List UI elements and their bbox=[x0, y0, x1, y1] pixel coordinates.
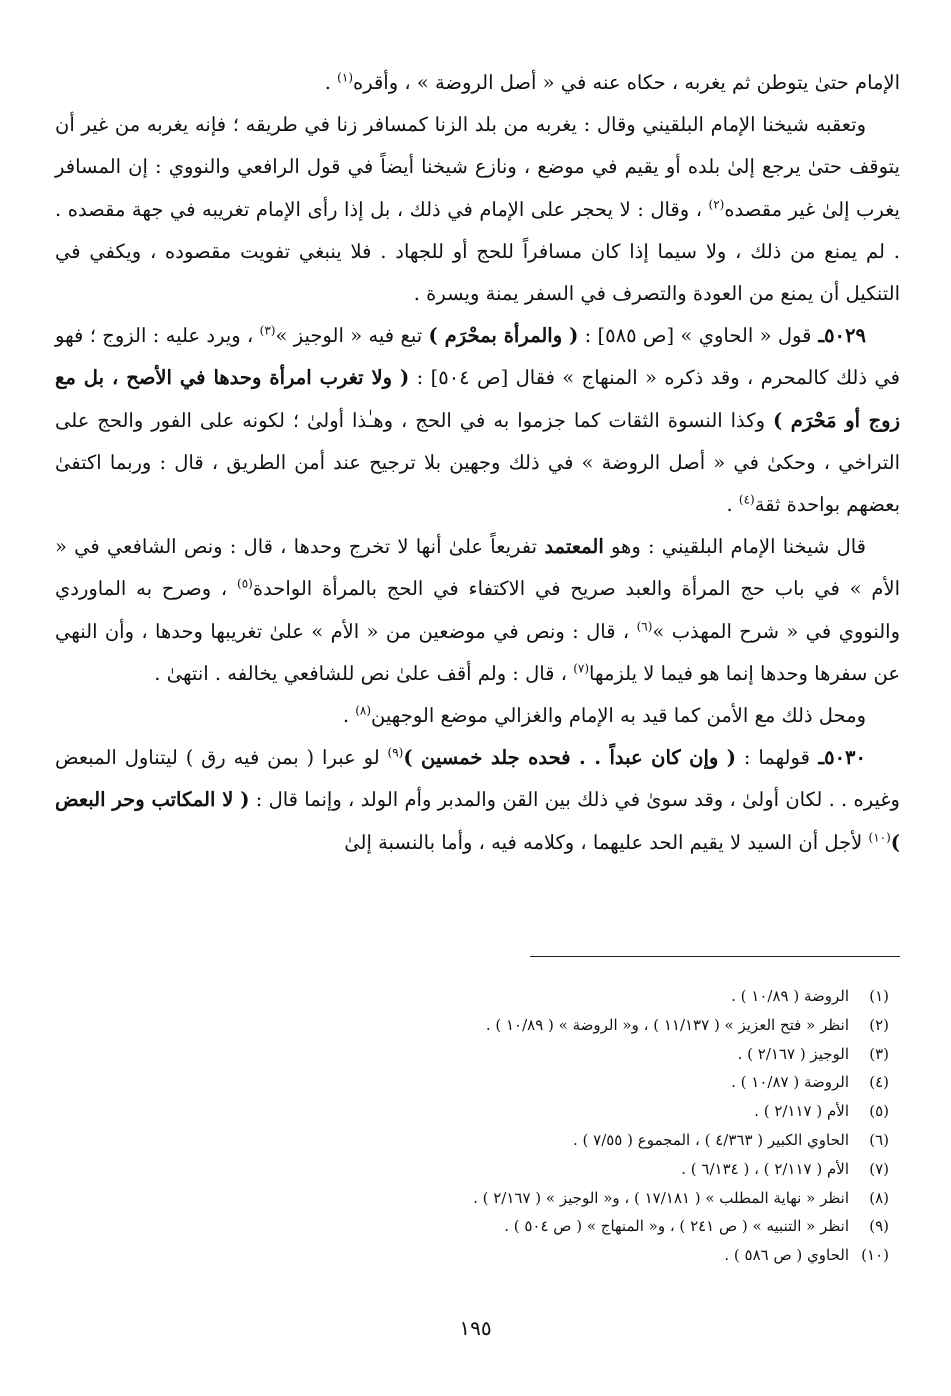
footnote-text: الروضة ( ١٠/٨٧ ) . bbox=[731, 1073, 849, 1092]
footnote bbox=[69, 1184, 889, 1213]
paragraph bbox=[55, 315, 900, 526]
text-run: ومحل ذلك مع الأمن كما قيد به الإمام والغزالي موضع الوجهين bbox=[371, 704, 866, 728]
text-run: وتعقبه شيخنا الإمام البلقيني وقال : يغربه من بلد الزنا كمسافر زنا في طريقه ؛ فإنه يغربه من غير أن يتوقف حتىٰ يرجع إلىٰ بلده أو يقيم في موضع ، ونازع شيخنا أيضاً في قول الرافعي والنووي : إن المسافر يغرب إلىٰ غير مقصده bbox=[55, 113, 900, 221]
footnote-ref: (٧) bbox=[573, 661, 590, 676]
paragraph bbox=[55, 62, 900, 104]
bold-run: ( لا المكاتب وحر البعض ) bbox=[55, 788, 900, 854]
footnote-text: الحاوي ( ص ٥٨٦ ) . bbox=[724, 1246, 849, 1265]
footnote bbox=[69, 1241, 889, 1270]
text-run: تفريعاً علىٰ أنها لا تخرج وحدها ، قال : ونص الشافعي في « الأم » في باب حج المرأة والعبد صريح في الاكتفاء في الحج بالمرأة الواحدة bbox=[55, 535, 900, 601]
footnote-text: الأم ( ٢/١١٧ ) ، ( ٦/١٣٤ ) . bbox=[681, 1159, 849, 1178]
text-run: ، قال : ولم أقف علىٰ نص للشافعي يخالفه . انتهىٰ . bbox=[154, 661, 574, 685]
footnote-number: (١) bbox=[869, 987, 889, 1005]
footnote bbox=[69, 1097, 889, 1126]
text-run: ، ويرد عليه : الزوج ؛ فهو في ذلك كالمحرم ، وقد ذكره « المنهاج » فقال [ص ٥٠٤] : bbox=[55, 324, 900, 390]
text-run: . bbox=[324, 71, 338, 94]
text-run: ، قال : ونص في موضعين من « الأم » علىٰ تغريبها وحدها ، وأن النهي عن سفرها وحدها إنما هو فيما لا يلزمها bbox=[55, 619, 900, 685]
text-run: . bbox=[342, 704, 356, 728]
footnote bbox=[69, 1040, 889, 1069]
footnote-text: الروضة ( ١٠/٨٩ ) . bbox=[731, 987, 849, 1005]
footnote-ref: (١٠) bbox=[868, 830, 891, 845]
footnote-number: (٥) bbox=[869, 1102, 889, 1121]
footnote-number: (٢) bbox=[869, 1015, 889, 1034]
bold-run: ( والمرأة بمحْرَم ) bbox=[428, 324, 579, 348]
text-run: ، وصرح به الماوردي والنووي في « شرح المهذب » bbox=[55, 577, 900, 643]
footnote-separator bbox=[530, 956, 900, 957]
footnote-number: (٨) bbox=[869, 1188, 889, 1207]
text-run: قول « الحاوي » [ص ٥٨٥] : bbox=[578, 324, 812, 348]
paragraph bbox=[55, 695, 900, 737]
footnote bbox=[69, 1212, 889, 1241]
text-run: تبع فيه « الوجيز » bbox=[275, 324, 429, 348]
footnote-text: الحاوي الكبير ( ٤/٣٦٣ ) ، المجموع ( ٧/٥٥ ) . bbox=[572, 1130, 849, 1149]
footnote-ref: (٨) bbox=[355, 703, 372, 718]
footnote-ref: (٣) bbox=[259, 323, 276, 338]
footnote bbox=[69, 1155, 889, 1184]
footnote-text: انظر « التنبيه » ( ص ٢٤١ ) ، و« المنهاج » ( ص ٥٠٤ ) . bbox=[504, 1217, 849, 1236]
text-run: قال شيخنا الإمام البلقيني : وهو bbox=[603, 535, 867, 559]
footnote-text: الأم ( ٢/١١٧ ) . bbox=[754, 1102, 849, 1121]
bold-run: ( ولا تغرب امرأة وحدها في الأصح ، بل مع زوج أو مَحْرَم ) bbox=[55, 366, 900, 432]
footnote-ref: (٥) bbox=[237, 576, 253, 591]
text-run: الإمام حتىٰ يتوطن ثم يغربه ، حكاه عنه في « أصل الروضة » ، وأقره bbox=[353, 71, 900, 94]
footnote-ref: (٢) bbox=[708, 197, 725, 212]
footnote bbox=[69, 1068, 889, 1097]
footnote-number: (٣) bbox=[869, 1044, 889, 1063]
paragraph bbox=[55, 526, 900, 695]
footnote-ref: (٩) bbox=[387, 745, 404, 760]
bold-run: المعتمد bbox=[544, 535, 604, 559]
text-run: وكذا النسوة الثقات كما جزموا به في الحج ، وهـٰذا أولىٰ ؛ لكونه على الفور والحج على التراخي ، وحكىٰ في « أصل الروضة » في ذلك وجهين بلا ترجيح عند أمن الطريق ، قال : وربما اكتفىٰ بعضهم بواحدة ثقة bbox=[55, 408, 900, 517]
footnote-number: (٤) bbox=[869, 1073, 889, 1092]
footnote bbox=[69, 982, 889, 1011]
page-number: ١٩٥ bbox=[459, 1316, 492, 1340]
paragraph bbox=[55, 104, 900, 315]
main-text bbox=[55, 62, 900, 864]
footnote-number: (٦) bbox=[869, 1130, 889, 1149]
footnote-ref: (١) bbox=[337, 70, 353, 85]
footnote-text: انظر « نهاية المطلب » ( ١٧/١٨١ ) ، و« الوجيز » ( ٢/١٦٧ ) . bbox=[473, 1188, 849, 1207]
footnote bbox=[69, 1011, 889, 1040]
bold-run: ( وإن كان عبداً . . فحده جلد خمسين ) bbox=[403, 746, 737, 770]
footnote-text: انظر « فتح العزيز » ( ١١/١٣٧ ) ، و« الروضة » ( ١٠/٨٩ ) . bbox=[485, 1015, 849, 1034]
bold-run: ٥٠٢٩ـ bbox=[811, 324, 866, 348]
footnote-number: (١٠) bbox=[861, 1246, 889, 1265]
text-run: ، وقال : لا يحجر على الإمام في ذلك ، بل إذا رأى الإمام تغريبه في جهة مقصده . . لم يمنع من ذلك ، ولا سيما إذا كان مسافراً للحج أو للجهاد . فلا ينبغي تفويت مقصوده ، ويكفي في التنكيل أن يمنع من العودة والتصرف في السفر يمنة ويسرة . bbox=[55, 197, 900, 306]
footnote-ref: (٤) bbox=[738, 492, 755, 507]
footnotes-list bbox=[69, 982, 889, 1270]
text-run: لأجل أن السيد لا يقيم الحد عليهما ، وكلامه فيه ، وأما بالنسبة إلىٰ bbox=[344, 830, 869, 854]
text-run: لو عبرا ( بمن فيه رق ) ليتناول المبعض وغيره . . لكان أولىٰ ، وقد سوىٰ في ذلك بين القن والمدبر وأم الولد ، وإنما قال : bbox=[55, 746, 900, 812]
footnote-text: الوجيز ( ٢/١٦٧ ) . bbox=[737, 1044, 849, 1063]
footnote-number: (٩) bbox=[869, 1217, 889, 1236]
text-run: قولهما : bbox=[736, 746, 810, 770]
bold-run: ٥٠٣٠ـ bbox=[809, 746, 866, 770]
footnote-number: (٧) bbox=[869, 1159, 889, 1178]
footnote bbox=[69, 1126, 889, 1155]
text-run: . bbox=[726, 493, 739, 517]
paragraph bbox=[55, 737, 900, 864]
footnote-ref: (٦) bbox=[636, 619, 653, 634]
